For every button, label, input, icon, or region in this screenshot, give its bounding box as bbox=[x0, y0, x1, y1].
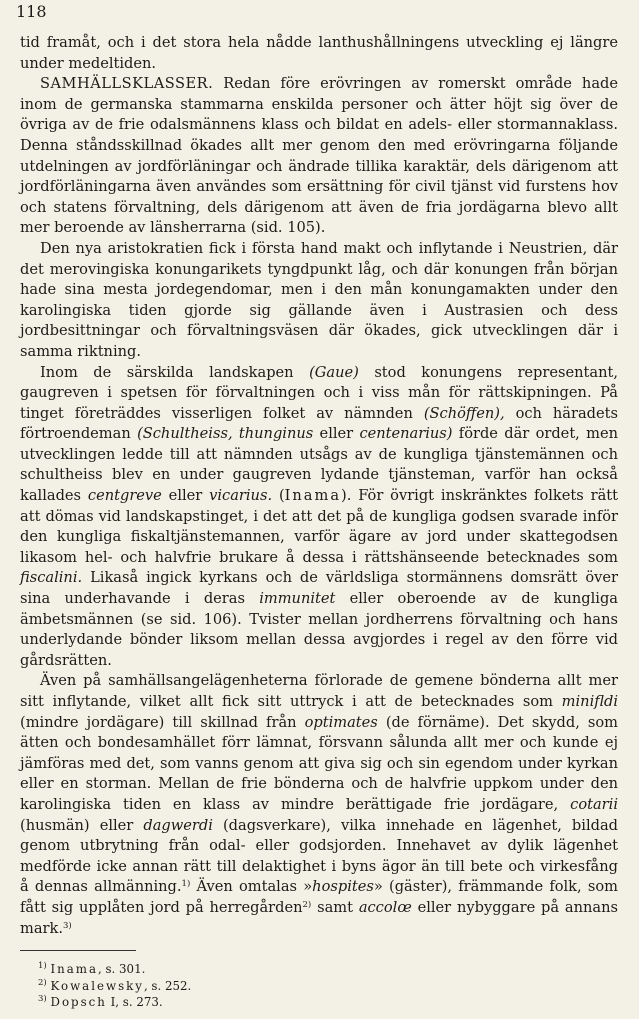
text-run: (mindre jordägare) till skillnad från bbox=[20, 713, 305, 731]
italic-term: optimates bbox=[304, 713, 378, 731]
text-run: (de förnäme). Det skydd, som ätten och bondesamhället förr lämnat, försvann sålunda allt mer och kunde ej jämföras med det, som vanns genom att giva sig och sin egendom under kyrkan eller en storman. Mellan de frie bönderna och de halvfrie uppkom under den karolingiska tiden en klass av mindre berättigade frie jordägare, bbox=[20, 713, 618, 813]
text-run: (dagsverkare), vilka innehade en lägenhet, bildad genom utbrytning från odal- eller godsjorden. Innehavet av dylik lägenhet medförde icke annan rätt till delaktighet i byns ägor än till bete och virkesfång å dennas allmänning. bbox=[20, 816, 618, 896]
footnote-mark: 2) bbox=[38, 977, 47, 988]
text-run: eller bbox=[161, 487, 210, 505]
italic-term: immunitet bbox=[259, 590, 336, 608]
italic-term: hospites bbox=[312, 878, 374, 896]
footnote-text: I, s. 273. bbox=[106, 995, 163, 1009]
footnote-reference: 1) bbox=[181, 879, 191, 890]
text-run: » (gäster), främmande folk, som fått sig upplåten jord på herregården bbox=[20, 878, 619, 916]
text-run: ( bbox=[272, 487, 285, 505]
italic-term: (Schöffen), bbox=[423, 404, 505, 422]
text-run: förde där ordet, men utvecklingen ledde till att nämnden utsågs av de kungliga tjänstemännen och schultheiss blev en under gaugreven lydande tjänsteman, varför han också kallades bbox=[20, 425, 618, 505]
footnotes bbox=[38, 961, 191, 1011]
text-run: stod konungens representant, gaugreven i spetsen för förvaltningen och i viss mån för rättskipningen. På tinget företräddes visserligen folket av nämnden bbox=[20, 363, 619, 422]
paragraph bbox=[20, 363, 618, 672]
footnote bbox=[38, 978, 191, 995]
footnote-author: Dopsch bbox=[50, 995, 107, 1009]
text-run: Inom de särskilda landskapen bbox=[40, 363, 310, 381]
text-run: SAMHÄLLSKLASSER. bbox=[40, 75, 214, 93]
italic-term: minifldi bbox=[561, 693, 618, 710]
footnote-author: Inama bbox=[50, 962, 98, 976]
italic-term: (Gaue) bbox=[309, 363, 359, 381]
footnote-reference: 3) bbox=[63, 920, 72, 931]
text-run: tid framåt, och i det stora hela nådde lanthushållningens utveckling ej längre under medeltiden. bbox=[20, 34, 618, 72]
footnote-author: Kowalewsky bbox=[50, 978, 144, 993]
paragraph bbox=[20, 671, 618, 939]
text-run: Likaså ingick kyrkans och de världsliga stormännens domsrätt över sina underhavande i deras bbox=[20, 569, 618, 608]
paragraph bbox=[20, 74, 618, 239]
italic-term: fiscalini. bbox=[20, 569, 83, 587]
text-run: och häradets förtroendeman bbox=[20, 404, 618, 443]
text-run: ). För övrigt inskränktes folkets rätt att dömas vid landskapstinget, i det att det på de kungliga godsen svarade inför den kungliga fiskaltjänstemannen, varför ägare av jord under skattegodsen likasom hel- och halvfrie brukare å dessa i rättshänseende betecknades som bbox=[20, 487, 618, 566]
footnote-reference: 2) bbox=[302, 899, 312, 910]
page-number: 118 bbox=[16, 2, 47, 21]
footnote bbox=[38, 994, 191, 1011]
italic-term: centenarius) bbox=[359, 425, 453, 443]
paragraph bbox=[20, 33, 618, 74]
text-run: samt bbox=[311, 898, 359, 916]
footnote-text: , s. 301. bbox=[98, 962, 146, 976]
italic-term: dagwerdi bbox=[143, 816, 213, 834]
text-run: Även omtalas » bbox=[190, 878, 313, 896]
italic-term: centgreve bbox=[87, 487, 162, 505]
text-run: eller oberoende av de kungliga ämbetsmännen (se sid. 106). Tvister mellan jordherrens förvaltning och hans underlydande bönder liksom mellan dessa avgjordes i regel av den förre vid gårdsrätten. bbox=[20, 590, 618, 669]
body-text bbox=[20, 33, 618, 939]
footnote-mark: 3) bbox=[38, 994, 47, 1004]
text-run: Redan före erövringen av romerskt område hade inom de germanska stammarna enskilda personer och ätter höjt sig över de övriga av de frie odalsmännens klass och bildat en adels- eller stormannaklass. Denna ståndsskillnad ökades allt mer genom den med erövringarna följande utdelningen av jordförläningar och ändrade tillika karaktär, dels därigenom att jordförläningarna även användes som ersättning för civil tjänst vid furstens hov och statens förvaltning, dels därigenom att även de fria jordägarna blevo allt mer beroende av länsherrarna (sid. 105). bbox=[20, 75, 618, 237]
italic-term: accolœ bbox=[358, 898, 412, 916]
footnote-divider bbox=[20, 950, 136, 951]
italic-term: (Schultheiss, thunginus bbox=[137, 425, 314, 443]
italic-term: cotarii bbox=[570, 795, 618, 813]
text-run: Inama bbox=[284, 487, 342, 505]
italic-term: vicarius. bbox=[209, 487, 273, 505]
footnote bbox=[38, 961, 191, 978]
footnote-text: , s. 252. bbox=[143, 978, 192, 993]
text-run: Den nya aristokratien fick i första hand makt och inflytande i Neustrien, där det merovingiska konungarikets tyngdpunkt låg, och där konungen från början hade sina mesta jordegendomar, men i den mån konungamakten under den karolingiska tiden gjorde sig gällande även i Austrasien och dess jordbesittningar och förvaltningsväsen där ökades, gick utvecklingen där i samma riktning. bbox=[20, 239, 618, 360]
footnote-mark: 1) bbox=[38, 961, 47, 971]
text-run: (husmän) eller bbox=[20, 816, 144, 834]
text-run: eller bbox=[313, 425, 360, 443]
paragraph bbox=[20, 239, 618, 363]
text-run: eller nybyggare på annans mark. bbox=[20, 898, 619, 937]
text-run: Även på samhällsangelägenheterna förlorade de gemene bönderna allt mer sitt inflytande, vilket allt fick sitt uttryck i att de betecknades som bbox=[20, 672, 618, 710]
